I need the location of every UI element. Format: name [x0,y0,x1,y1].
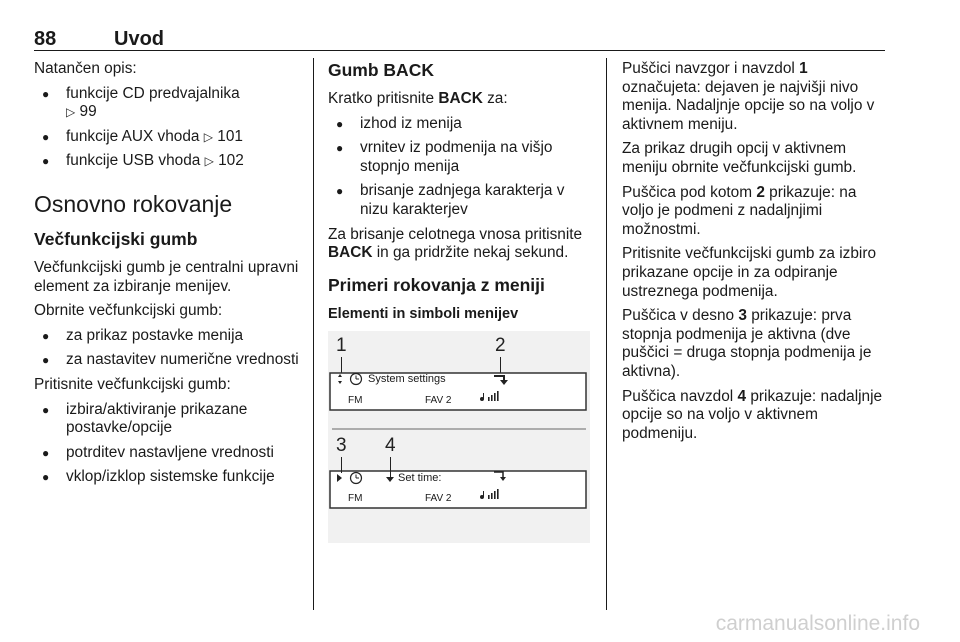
paragraph: Večfunkcijski gumb je centralni upravni element za izbiranje menijev. [34,258,299,295]
examples-title: Primeri rokovanja z meniji [328,274,545,295]
list-item: ● izhod iz menija [328,115,590,134]
list-item: ● potrditev nastavljene vrednosti [34,444,302,463]
list-item: ● funkcije CD predvajalnika ▷ 99 [34,85,302,122]
back-list [328,115,590,220]
column-left [34,60,302,493]
list-item: ● brisanje zadnjega karakterja v nizu karakterjev [328,182,590,219]
paragraph: Puščica pod kotom 2 prikazuje: na voljo je podmeni z nadaljnjimi možnostmi. [622,183,857,238]
press-list [34,401,302,487]
screen1-title: System settings [368,372,446,385]
pointer-line [341,457,342,473]
screen1-fav: FAV 2 [425,394,452,406]
menu-symbols-figure [328,331,590,543]
intro-text: Natančen opis: [34,60,137,77]
callout-1: 1 [336,334,347,356]
callout-3: 3 [336,434,347,456]
list-item: ● vklop/izklop sistemske funkcije [34,468,302,487]
page-ref-icon: ▷ [66,105,76,120]
list-item: ● za nastavitev numerične vrednosti [34,351,302,370]
pointer-line [390,457,391,477]
paragraph: Puščici navzgor i navzdol 1 označujeta: dejaven je najvišji nivo menija. Nadaljnje opcije so na voljo v aktivnem meniju. [622,60,875,133]
callout-2: 2 [495,334,506,356]
list-item: ● za prikaz postavke menija [34,327,302,346]
list-item: ● izbira/aktiviranje prikazane postavke/opcije [34,401,302,438]
turn-list [34,327,302,370]
column-middle [328,60,590,543]
column-divider [313,58,314,610]
screen2-title: Set time: [398,471,442,484]
paragraph: Za prikaz drugih opcij v aktivnem meniju obrnite večfunkcijski gumb. [622,140,857,176]
page-ref-link[interactable]: 99 [79,103,97,121]
page-ref-link[interactable]: 101 [217,127,243,145]
page-ref-icon: ▷ [204,154,214,169]
paragraph: Kratko pritisnite BACK za: [328,90,508,107]
subsection-title: Večfunkcijski gumb [34,228,198,249]
page-number: 88 [34,28,57,50]
watermark: carmanualsonline.info [715,612,920,635]
callout-4: 4 [385,434,396,456]
page-header [34,28,885,51]
section-title: Osnovno rokovanje [34,190,233,217]
page-title: Uvod [114,28,164,50]
page-ref-link[interactable]: 102 [218,152,244,170]
elements-title: Elementi in simboli menijev [328,305,519,322]
screen2-fm: FM [348,492,363,504]
display-screens [328,331,590,543]
list-item: ● funkcije AUX vhoda ▷ 101 [34,128,302,147]
column-divider [606,58,607,610]
screen1-fm: FM [348,394,363,406]
paragraph: Pritisnite večfunkcijski gumb: [34,375,231,393]
paragraph: Za brisanje celotnega vnosa pritisnite BACK in ga pridržite nekaj sekund. [328,225,583,262]
paragraph: Puščica v desno 3 prikazuje: prva stopnja podmenija je aktivna (dve puščici = druga stopnja podmenija je aktivna). [622,307,872,380]
list-item: ● vrnitev iz podmenija na višjo stopnjo menija [328,139,590,176]
screen2-fav: FAV 2 [425,492,452,504]
paragraph: Pritisnite večfunkcijski gumb za izbiro prikazane opcije in za odpiranje ustreznega podmenija. [622,245,877,300]
paragraph: Puščica navzdol 4 prikazuje: nadaljnje opcije so na voljo v aktivnem podmeniju. [622,387,883,442]
intro-list [34,85,302,171]
column-right [622,60,890,449]
list-item: ● funkcije USB vhoda ▷ 102 [34,152,302,171]
page-ref-icon: ▷ [203,129,213,144]
back-title: Gumb BACK [328,60,434,80]
paragraph: Obrnite večfunkcijski gumb: [34,302,223,320]
